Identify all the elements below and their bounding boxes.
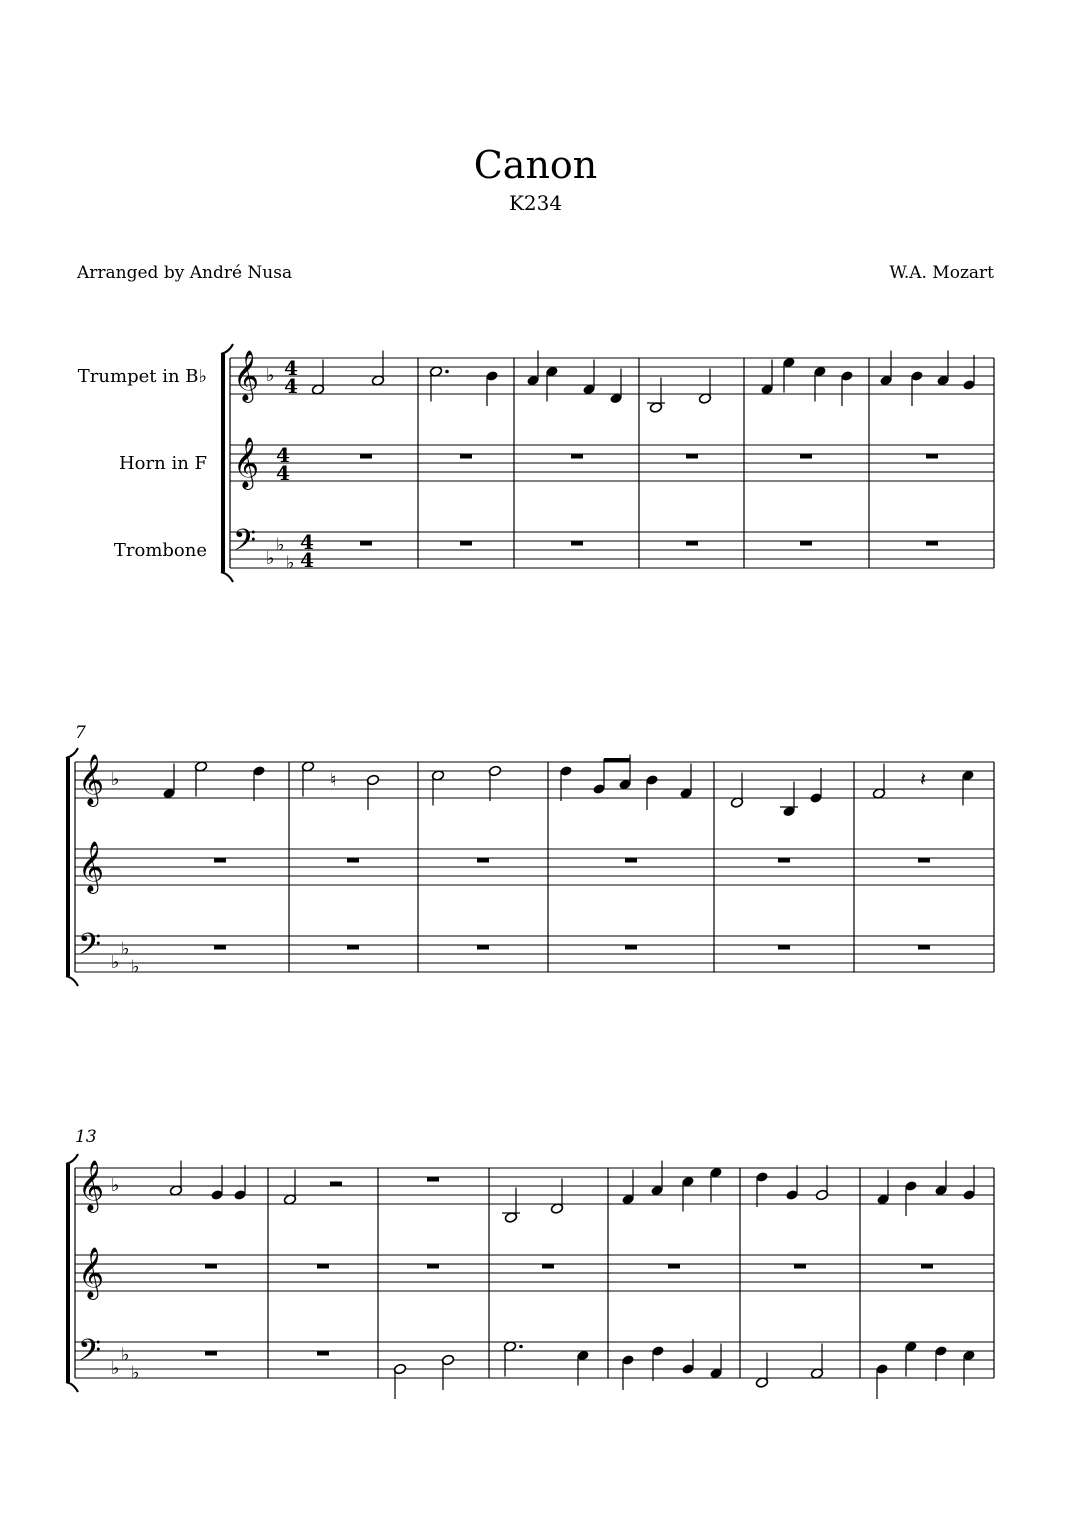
treble-clef-icon: 𝄞	[233, 350, 260, 401]
whole-rest	[477, 858, 489, 863]
whole-rest	[800, 541, 812, 546]
flat-icon: ♭	[111, 769, 120, 790]
bracket-hook-top	[66, 748, 78, 758]
half-rest	[330, 1182, 342, 1187]
instrument-name-horn: Horn in F	[118, 453, 207, 474]
flat-icon: ♭	[266, 548, 275, 569]
flat-icon: ♭	[286, 552, 295, 574]
augmentation-dot	[445, 370, 449, 374]
system-1	[221, 344, 994, 582]
whole-rest	[205, 1264, 217, 1269]
natural-icon: ♮	[330, 770, 337, 791]
treble-clef-icon: 𝄞	[78, 754, 105, 805]
eighth-beam	[604, 758, 630, 762]
whole-rest	[918, 858, 930, 863]
system-2	[66, 723, 994, 986]
quarter-rest-icon: 𝄽	[920, 767, 927, 791]
staff-2	[75, 841, 994, 894]
whole-rest	[477, 945, 489, 950]
whole-rest	[347, 858, 359, 863]
whole-rest	[918, 945, 930, 950]
flat-icon: ♭	[121, 1344, 130, 1366]
staff-2	[230, 437, 994, 490]
instrument-name-trombone: Trombone	[113, 540, 207, 561]
flat-icon: ♭	[276, 534, 285, 556]
whole-rest	[460, 454, 472, 459]
measure-number: 7	[75, 723, 86, 743]
time-signature-bottom: 4	[300, 548, 314, 572]
whole-rest	[926, 454, 938, 459]
whole-rest	[214, 858, 226, 863]
treble-clef-icon: 𝄞	[78, 841, 105, 892]
whole-rest	[571, 541, 583, 546]
whole-rest	[427, 1264, 439, 1269]
augmentation-dot	[519, 1345, 523, 1349]
whole-rest	[205, 1351, 217, 1356]
whole-rest	[686, 541, 698, 546]
whole-rest	[460, 541, 472, 546]
bracket-hook-bottom	[66, 1382, 78, 1392]
whole-rest	[794, 1264, 806, 1269]
score-subtitle: K234	[508, 191, 563, 215]
treble-clef-icon: 𝄞	[233, 437, 260, 488]
staff-3	[230, 524, 994, 574]
whole-rest	[800, 454, 812, 459]
whole-rest	[542, 1264, 554, 1269]
system-bracket	[66, 1164, 70, 1382]
whole-rest	[347, 945, 359, 950]
time-signature-top: 4	[284, 356, 298, 380]
flat-icon: ♭	[266, 365, 275, 386]
instrument-name-trumpet: Trumpet in B♭	[77, 366, 207, 387]
bass-clef-icon: 𝄢	[78, 1334, 102, 1375]
whole-rest	[625, 858, 637, 863]
flat-icon: ♭	[111, 952, 120, 973]
time-signature-bottom: 4	[276, 461, 290, 485]
whole-rest	[921, 1264, 933, 1269]
whole-rest	[668, 1264, 680, 1269]
whole-rest	[571, 454, 583, 459]
whole-rest	[214, 945, 226, 950]
staff-3	[75, 928, 994, 978]
system-bracket	[221, 354, 225, 572]
system-3	[66, 1127, 994, 1399]
bass-clef-icon: 𝄢	[78, 928, 102, 969]
treble-clef-icon: 𝄞	[78, 1160, 105, 1211]
bracket-hook-bottom	[221, 572, 233, 582]
whole-rest	[686, 454, 698, 459]
whole-rest	[778, 945, 790, 950]
whole-rest	[317, 1351, 329, 1356]
time-signature-bottom: 4	[284, 374, 298, 398]
whole-rest	[360, 541, 372, 546]
flat-icon: ♭	[131, 956, 140, 978]
whole-rest	[778, 858, 790, 863]
whole-rest	[625, 945, 637, 950]
bracket-hook-bottom	[66, 976, 78, 986]
whole-rest	[427, 1177, 439, 1182]
whole-rest	[317, 1264, 329, 1269]
composer-credit: W.A. Mozart	[889, 263, 994, 283]
flat-icon: ♭	[111, 1358, 120, 1379]
bracket-hook-top	[221, 344, 233, 354]
system-bracket	[66, 758, 70, 976]
whole-rest	[360, 454, 372, 459]
arranger-credit: Arranged by André Nusa	[77, 263, 293, 283]
bracket-hook-top	[66, 1154, 78, 1164]
staff-3	[75, 1334, 994, 1399]
whole-rest	[926, 541, 938, 546]
staff-1	[230, 350, 994, 413]
bass-clef-icon: 𝄢	[233, 524, 257, 565]
time-signature-top: 4	[300, 530, 314, 554]
flat-icon: ♭	[131, 1362, 140, 1384]
flat-icon: ♭	[111, 1175, 120, 1196]
measure-number: 13	[75, 1127, 97, 1147]
staff-1	[75, 1160, 994, 1223]
staff-1	[75, 754, 994, 817]
staff-2	[75, 1247, 994, 1300]
score-title: Canon	[473, 143, 598, 187]
treble-clef-icon: 𝄞	[78, 1247, 105, 1298]
time-signature-top: 4	[276, 443, 290, 467]
flat-icon: ♭	[121, 938, 130, 960]
